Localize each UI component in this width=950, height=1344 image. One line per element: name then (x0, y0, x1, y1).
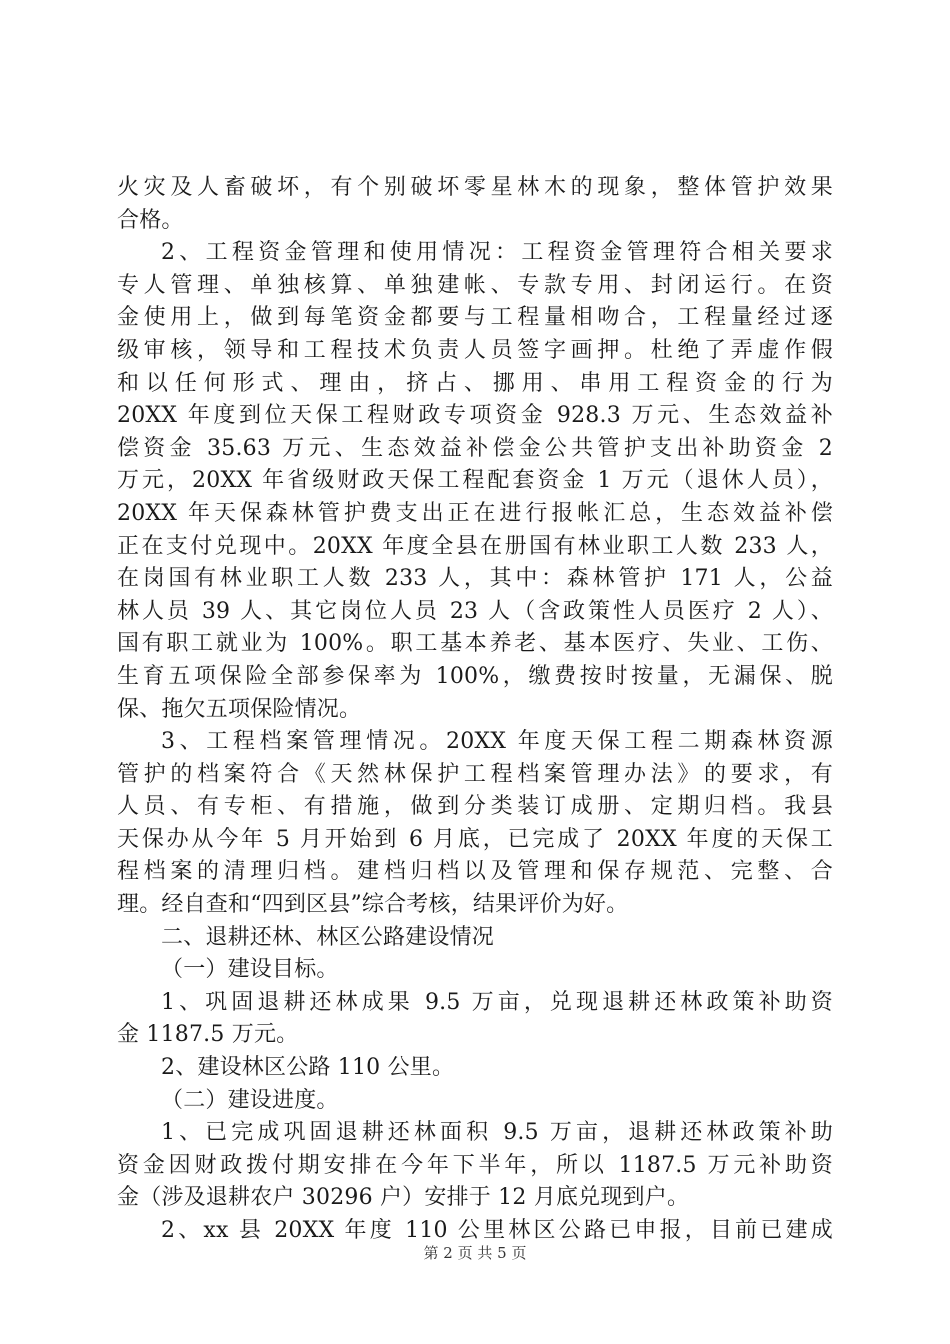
text-line: 专人管理、单独核算、单独建帐、专款专用、封闭运行。在资 (117, 272, 833, 298)
text-line: 偿资金 35.63 万元、生态效益补偿金公共管护支出补助资金 2 (117, 435, 833, 461)
text-line: 2、工程资金管理和使用情况：工程资金管理符合相关要求 (161, 240, 833, 266)
text-line: 3、工程档案管理情况。20XX 年度天保工程二期森林资源 (161, 729, 833, 755)
text-line: 生育五项保险全部参保率为 100%，缴费按时按量，无漏保、脱 (117, 663, 833, 689)
text-line: 合格。 (117, 207, 184, 233)
text-line: 管护的档案符合《天然林保护工程档案管理办法》的要求，有 (117, 761, 833, 787)
text-line: 20XX 年天保森林管护费支出正在进行报帐汇总，生态效益补偿 (117, 500, 833, 526)
text-line: 国有职工就业为 100%。职工基本养老、基本医疗、失业、工伤、 (117, 631, 833, 657)
text-line: 1、巩固退耕还林成果 9.5 万亩，兑现退耕还林政策补助资 (161, 989, 833, 1015)
text-line: （一）建设目标。 (161, 957, 339, 983)
text-line: 理。经自查和“四到区县”综合考核，结果评价为好。 (117, 892, 629, 918)
text-line: 在岗国有林业职工人数 233 人，其中：森林管护 171 人，公益 (117, 566, 833, 592)
text-line: 万元，20XX 年省级财政天保工程配套资金 1 万元（退休人员）， (117, 468, 833, 494)
text-line: 和以任何形式、理由，挤占、挪用、串用工程资金的行为 (117, 370, 833, 396)
text-line: 2、xx 县 20XX 年度 110 公里林区公路已申报，目前已建成 (161, 1218, 833, 1243)
text-line: 程档案的清理归档。建档归档以及管理和保存规范、完整、合 (117, 859, 833, 885)
text-line: 天保办从今年 5 月开始到 6 月底，已完成了 20XX 年度的天保工 (117, 826, 833, 852)
text-line: 人员、有专柜、有措施，做到分类装订成册、定期归档。我县 (117, 794, 833, 820)
text-line: 保、拖欠五项保险情况。 (117, 696, 362, 722)
text-line: 林人员 39 人、其它岗位人员 23 人（含政策性人员医疗 2 人）、 (117, 598, 833, 624)
text-line: 金 1187.5 万元。 (117, 1022, 299, 1048)
page-footer: 第 2 页 共 5 页 (423, 1244, 527, 1262)
text-line: 2、建设林区公路 110 公里。 (161, 1055, 455, 1081)
text-line: （二）建设进度。 (161, 1087, 339, 1113)
text-line: 级审核，领导和工程技术负责人员签字画押。杜绝了弄虚作假 (117, 337, 833, 363)
text-line: 1、已完成巩固退耕还林面积 9.5 万亩，退耕还林政策补助 (161, 1120, 833, 1146)
text-line: 火灾及人畜破坏，有个别破坏零星林木的现象，整体管护效果 (117, 175, 833, 200)
document-body (117, 172, 833, 1248)
text-line: 二、退耕还林、林区公路建设情况 (161, 924, 495, 950)
text-line: 金（涉及退耕农户 30296 户）安排于 12 月底兑现到户。 (117, 1185, 690, 1211)
text-line: 20XX 年度到位天保工程财政专项资金 928.3 万元、生态效益补 (117, 403, 833, 429)
text-line: 资金因财政拨付期安排在今年下半年，所以 1187.5 万元补助资 (117, 1152, 833, 1178)
text-line: 正在支付兑现中。20XX 年度全县在册国有林业职工人数 233 人， (117, 533, 833, 559)
text-line: 金使用上，做到每笔资金都要与工程量相吻合，工程量经过逐 (117, 305, 833, 331)
